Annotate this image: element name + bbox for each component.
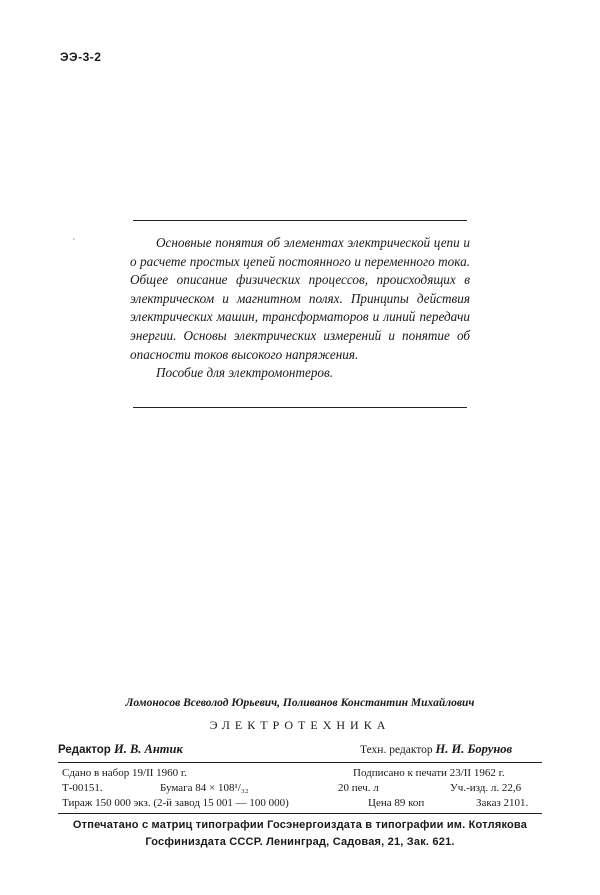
abstract-bottom-rule xyxy=(133,407,467,408)
stray-mark: ` xyxy=(72,238,76,249)
imprint-order: Заказ 2101. xyxy=(476,797,529,809)
printer-line-1: Отпечатано с матриц типографии Госэнергоиздата в типографии им. Котлякова xyxy=(72,819,528,831)
book-title: ЭЛЕКТРОТЕХНИКА xyxy=(209,718,391,732)
imprint-pub-sheets: Уч.-изд. л. 22,6 xyxy=(450,782,522,794)
printer-info xyxy=(60,817,540,851)
imprint-print-run: Тираж 150 000 экз. (2-й завод 15 001 — 100 000) xyxy=(62,797,289,809)
abstract-block xyxy=(130,234,470,383)
printer-line-2: Госфиниздата СССР. Ленинград, Садовая, 21, Зак. 621. xyxy=(145,836,455,848)
imprint-code: Т-00151. xyxy=(62,782,103,794)
catalog-code: ЭЭ-3-2 xyxy=(60,50,102,64)
abstract-paragraph: Основные понятия об элементах электрической цепи и о расчете простых цепей постоянного и переменного тока. Общее описание физических процессов, происходящих в электрическом и магнитном полях. Принципы действия электрических машин, трансформаторов и линий передачи энергии. Основы электрических измерений и понятие об опасности токов высокого напряжения. xyxy=(130,235,470,362)
abstract-top-rule xyxy=(133,220,467,221)
imprint-top-rule xyxy=(58,762,542,763)
abstract-purpose: Пособие для электромонтеров. xyxy=(156,365,334,381)
authors: Ломоносов Всеволод Юрьевич, Поливанов Константин Михайлович xyxy=(125,697,475,709)
imprint-sheets: 20 печ. л xyxy=(338,782,379,794)
imprint-typeset-date: Сдано в набор 19/II 1960 г. xyxy=(62,767,187,779)
imprint-signed-date: Подписано к печати 23/II 1962 г. xyxy=(353,767,505,779)
editor-label: Редактор xyxy=(58,744,111,756)
imprint-price: Цена 89 коп xyxy=(368,797,425,809)
editor-name: И. В. Антик xyxy=(113,742,183,756)
tech-editor xyxy=(360,742,512,757)
imprint-bottom-rule xyxy=(58,813,542,814)
editor xyxy=(58,742,183,757)
tech-editor-label: Техн. редактор xyxy=(360,744,433,756)
imprint-paper: Бумага 84 × 108¹/₃₂ xyxy=(160,782,249,794)
tech-editor-name: Н. И. Борунов xyxy=(435,742,513,756)
